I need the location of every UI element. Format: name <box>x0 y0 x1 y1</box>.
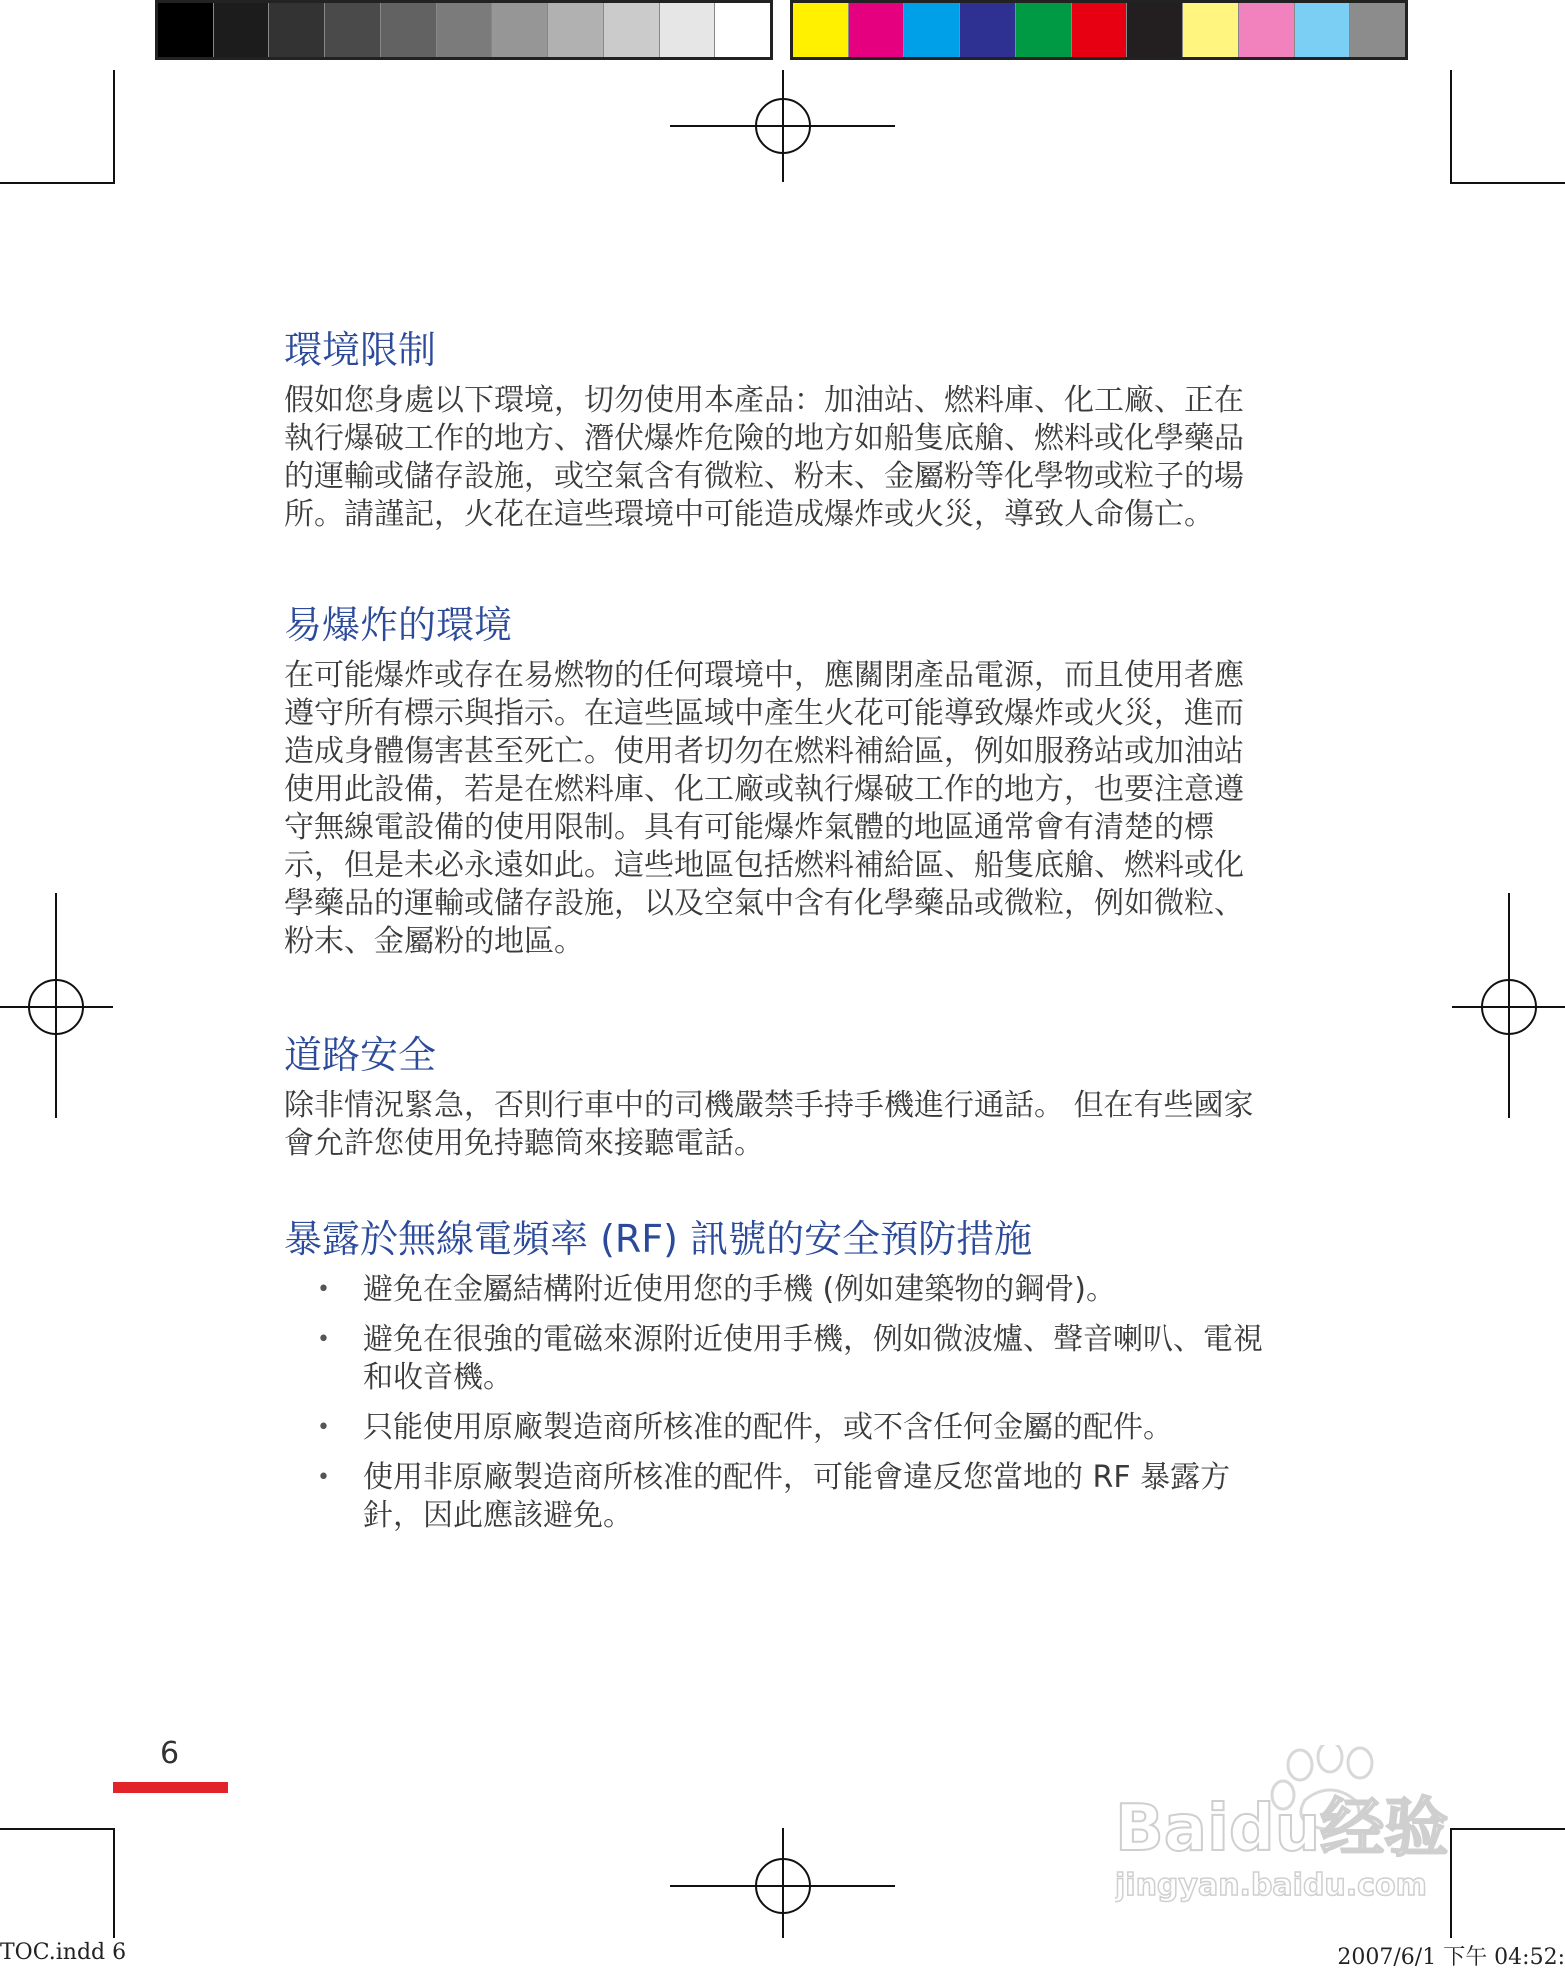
bullet-icon: • <box>317 1277 330 1302</box>
calibration-swatch <box>1071 3 1127 57</box>
registration-mark <box>755 98 811 154</box>
list-item <box>284 1409 1334 1447</box>
calibration-swatch <box>158 3 213 57</box>
section-title: 暴露於無線電頻率 (RF) 訊號的安全預防措施 <box>284 1217 1033 1261</box>
color-calibration-bar <box>790 0 1408 60</box>
calibration-swatch <box>1349 3 1405 57</box>
rf-precautions-list <box>284 1271 1334 1535</box>
list-item-text: 只能使用原廠製造商所核准的配件，或不含任何金屬的配件。 <box>363 1410 1173 1445</box>
calibration-swatch <box>213 3 269 57</box>
registration-mark <box>755 1858 811 1914</box>
footer-file-info: TOC.indd 6 <box>0 1940 127 1965</box>
section-title: 易爆炸的環境 <box>284 603 513 647</box>
section-explosive-environment <box>284 601 1334 961</box>
calibration-swatch <box>547 3 603 57</box>
crop-mark <box>113 1828 115 1938</box>
footer-date-info: 2007/6/1 下午 04:52: <box>1337 1945 1565 1970</box>
calibration-swatch <box>714 3 770 57</box>
list-item-text: 避免在很強的電磁來源附近使用手機，例如微波爐、聲音喇叭、電視 和收音機。 <box>363 1322 1263 1395</box>
list-item-text: 避免在金屬結構附近使用您的手機 (例如建築物的鋼骨)。 <box>363 1272 1116 1307</box>
section-title: 道路安全 <box>284 1033 437 1077</box>
calibration-swatch <box>959 3 1015 57</box>
calibration-swatch <box>848 3 904 57</box>
crop-mark <box>1450 182 1565 184</box>
crop-mark <box>1450 1828 1565 1830</box>
bullet-icon: • <box>317 1327 330 1352</box>
registration-mark <box>28 979 84 1035</box>
gray-calibration-bar <box>155 0 773 60</box>
watermark-url: jingyan.baidu.com <box>1115 1868 1427 1903</box>
calibration-swatch <box>324 3 380 57</box>
page-number-bar <box>113 1782 228 1793</box>
registration-mark <box>1481 979 1537 1035</box>
calibration-swatch <box>1015 3 1071 57</box>
crop-mark <box>0 182 115 184</box>
calibration-swatch <box>491 3 547 57</box>
baidu-watermark-logo <box>1115 1745 1465 1915</box>
list-item <box>284 1459 1334 1535</box>
bullet-icon: • <box>317 1415 330 1440</box>
calibration-swatch <box>1238 3 1294 57</box>
section-environment-restrictions <box>284 326 1334 534</box>
section-rf-exposure <box>284 1215 1334 1547</box>
calibration-swatch <box>268 3 324 57</box>
bullet-icon: • <box>317 1465 330 1490</box>
list-item <box>284 1271 1334 1309</box>
calibration-swatch <box>659 3 715 57</box>
watermark-brand: Baidu经验 <box>1115 1792 1449 1866</box>
calibration-swatch <box>436 3 492 57</box>
crop-mark <box>1450 70 1452 184</box>
crop-mark <box>113 70 115 184</box>
calibration-swatch <box>380 3 436 57</box>
calibration-swatch <box>1182 3 1238 57</box>
calibration-swatch <box>793 3 848 57</box>
section-body: 除非情況緊急，否則行車中的司機嚴禁手持手機進行通話。 但在有些國家 會允許您使用免持聽筒來接聽電話。 <box>284 1088 1254 1161</box>
page-number: 6 <box>160 1736 180 1771</box>
section-body: 在可能爆炸或存在易燃物的任何環境中，應關閉產品電源，而且使用者應 遵守所有標示與指示。在這些區域中產生火花可能導致爆炸或火災，進而 造成身體傷害甚至死亡。使用者切勿在燃料補給區，例如服務站或加油站 使用此設備，若是在燃料庫、化工廠或執行爆破工作的地方，也要注意遵 守無線電設備的使用限制。具有可能爆炸氣體的地區通常會有清楚的標 示，但是未必永遠如此。這些地區包括燃料補給區、船隻底艙、燃料或化 學藥品的運輸或儲存設施，以及空氣中含有化學藥品或微粒，例如微粒、 粉末、金屬粉的地區。 <box>284 658 1244 959</box>
crop-mark <box>0 1828 115 1830</box>
calibration-swatch <box>603 3 659 57</box>
section-title: 環境限制 <box>284 328 437 372</box>
section-body: 假如您身處以下環境，切勿使用本產品：加油站、燃料庫、化工廠、正在 執行爆破工作的地方、潛伏爆炸危險的地方如船隻底艙、燃料或化學藥品 的運輸或儲存設施，或空氣含有微粒、粉末、金屬粉等化學物或粒子的場 所。請謹記，火花在這些環境中可能造成爆炸或火災，導致人命傷亡。 <box>284 383 1244 532</box>
calibration-swatch <box>1294 3 1350 57</box>
list-item <box>284 1321 1334 1397</box>
section-road-safety <box>284 1031 1334 1163</box>
calibration-swatch <box>1126 3 1182 57</box>
list-item-text: 使用非原廠製造商所核准的配件，可能會違反您當地的 RF 暴露方 針，因此應該避免。 <box>363 1460 1231 1533</box>
calibration-swatch <box>903 3 959 57</box>
